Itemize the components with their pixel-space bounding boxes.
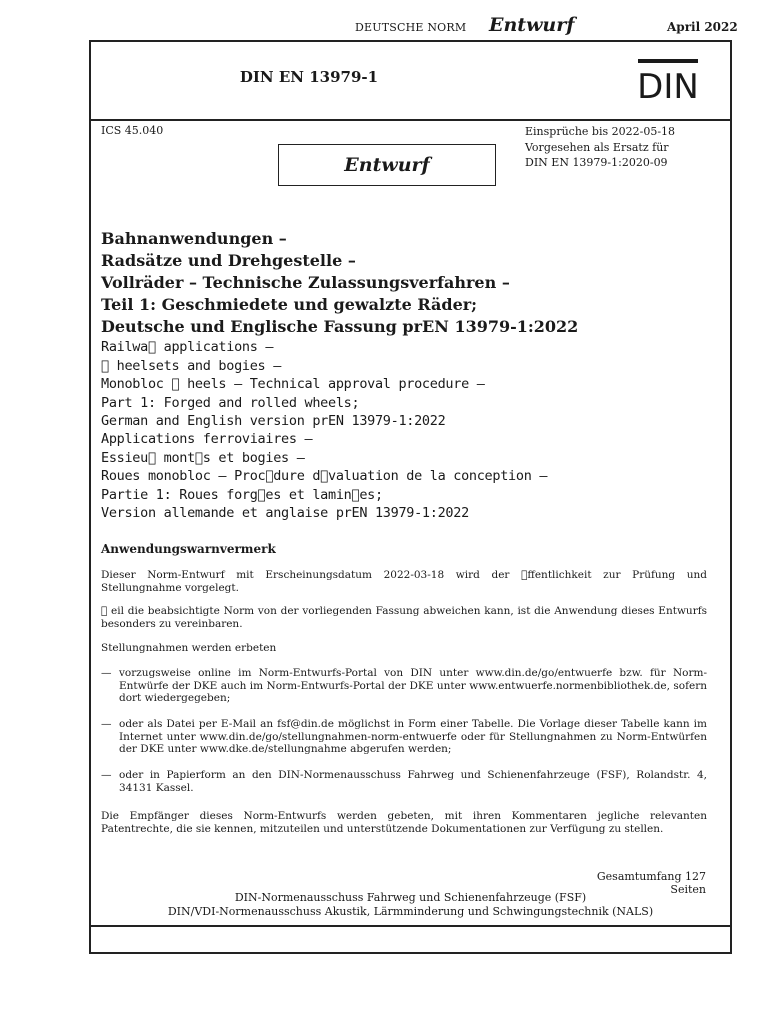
bullet-dash: — (101, 769, 112, 781)
objection-deadline: Einsprüche bis 2022-05-18 (525, 125, 676, 138)
title-german (101, 228, 578, 338)
notice-paragraph: Dieser Norm-Entwurf mit Erscheinungsdatum 2022-03-18 wird der  ffentlichkeit zur Prüfung und Stellungnahme vorgelegt. (101, 569, 707, 594)
title-en-line: Railwa  applications – (101, 339, 274, 355)
document-number: DIN EN 13979-1 (239, 68, 379, 86)
title-french (101, 430, 547, 523)
list-item-text: oder als Datei per E-Mail an fsf@din.de möglichst in Form einer Tabelle. Die Vorlage dieser Tabelle kann im Internet unter www.din.de/go/stellungnahmen-norm-entwuerfe oder für Stellungnahmen zu Norm-Entwürfen der DKE unter www.dke.de/stellungnahme abgerufen werden; (119, 718, 707, 755)
list-item (101, 667, 707, 705)
committee-name: DIN-Normenausschuss Fahrweg und Schienenfahrzeuge (FSF) (234, 891, 587, 904)
list-item-text: oder in Papierform an den DIN-Normenausschuss Fahrweg und Schienenfahrzeuge (FSF), Rolandstr. 4, 34131 Kassel. (119, 769, 707, 794)
norm-type-label: DEUTSCHE NORM (355, 21, 467, 34)
list-item-text: vorzugsweise online im Norm-Entwurfs-Portal von DIN unter www.din.de/go/entwuerfe bzw. für Norm-Entwürfe der DKE auch im Norm-Entwurfs-Portal der DKE unter www.entwuerfe.normenbibliothek.de, sofern dort wiedergegeben; (119, 667, 707, 704)
replacement-label: Vorgesehen als Ersatz für (525, 140, 669, 154)
list-item (101, 769, 707, 794)
draft-box: Entwurf (278, 144, 496, 186)
bullet-dash: — (101, 718, 112, 730)
committee-name: DIN/VDI-Normenausschuss Akustik, Lärmminderung und Schwingungstechnik (NALS) (167, 905, 654, 918)
footer-divider (89, 925, 732, 927)
title-en-line: Monobloc   heels – Technical approval procedure – (101, 376, 485, 392)
notice-paragraph: Die Empfänger dieses Norm-Entwurfs werden gebeten, mit ihren Kommentaren jegliche relevanten Patentrechte, die sie kennen, mitzuteilen und unterstützende Dokumentationen zur Verfügung zu stellen. (101, 810, 707, 835)
notice-heading: Anwendungswarnvermerk (101, 542, 276, 556)
title-de-line: Teil 1: Geschmiedete und gewalzte Räder; (101, 295, 478, 314)
document-meta (525, 124, 675, 171)
title-fr-line: Roues monobloc – Proc dure d valuation de la conception – (101, 468, 548, 484)
notice-paragraph: Stellungnahmen werden erbeten (101, 642, 277, 654)
draft-status-label: Entwurf (489, 14, 575, 36)
title-fr-line: Applications ferroviaires – (101, 431, 313, 447)
title-english (101, 338, 485, 431)
title-fr-line: Version allemande et anglaise prEN 13979-1:2022 (101, 505, 469, 521)
din-logo-text: DIN (637, 67, 699, 102)
title-fr-line: Partie 1: Roues forg es et lamin es; (101, 486, 383, 503)
replacement-document: DIN EN 13979-1:2020-09 (525, 156, 668, 169)
din-logo (637, 58, 699, 102)
publication-date: April 2022 (667, 20, 738, 34)
header-divider (89, 119, 732, 121)
notice-paragraph:   eil die beabsichtigte Norm von der vorliegenden Fassung abweichen kann, ist die Anwendung dieses Entwurfs besonders zu vereinbaren. (101, 605, 707, 630)
ics-code: ICS 45.040 (101, 124, 164, 137)
title-de-line: Deutsche und Englische Fassung prEN 13979-1:2022 (101, 317, 579, 336)
title-de-line: Radsätze und Drehgestelle – (101, 251, 356, 270)
title-de-line: Vollräder – Technische Zulassungsverfahren – (101, 273, 510, 292)
bullet-dash: — (101, 667, 112, 679)
title-en-line: Part 1: Forged and rolled wheels; (101, 394, 360, 411)
title-en-line:   heelsets and bogies – (101, 357, 282, 374)
committee-block (89, 891, 732, 919)
title-de-line: Bahnanwendungen – (101, 229, 287, 248)
list-item (101, 718, 707, 756)
title-en-line: German and English version prEN 13979-1:2022 (101, 413, 446, 429)
title-fr-line: Essieu  mont s et bogies – (101, 449, 305, 466)
page-count: Gesamtumfang 127 Seiten (596, 870, 706, 896)
